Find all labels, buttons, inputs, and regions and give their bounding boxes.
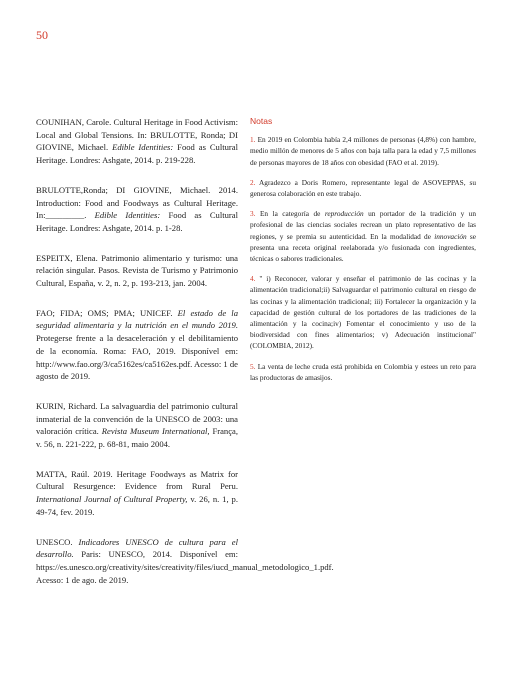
italic-text: Edible Identities: [94, 210, 161, 221]
italic-text: International Journal of Cultural Property, [36, 494, 188, 505]
text-segment: UNESCO. [36, 536, 79, 547]
text-segment: Protegerse frente a la desaceleración y el debilitamiento de la economía. Roma: FAO, 2019. Disponível em: http://www.fao.org/3/ca5162es/ca5162es.pdf. Acesso: 1 de agosto de 2019. [36, 333, 238, 382]
italic-text: Revista Museum International, [101, 426, 210, 437]
notes-title: Notas [250, 116, 273, 126]
text-segment: COUNIHAN, Carole. Cultural Heritage in Food Activism: Local and Global Tensions. In: BRULOTTE, Ronda; DI GIOVINE, Michael. [36, 117, 238, 153]
italic-text: innovación [434, 231, 467, 241]
text-segment: En 2019 en Colombia había 2,4 millones de personas (4,8%) con hambre, medio millón de menores de 5 años con baja talla para la edad y 7,5 millones de personas mayores de 18 años con obesidad (FAO et al. 2019). [250, 135, 476, 167]
text-segment: KURIN, Richard. La salvaguardia del patrimonio cultural inmaterial de la convención de la UNESCO de 2003: una valoración crítica. [36, 400, 238, 437]
reference-entry [36, 184, 238, 235]
note-item [250, 273, 476, 351]
note-item [250, 134, 476, 168]
text-segment: un portador de la tradición y un profesional de las ciencias sociales recrean un plato representativo de las regiones, y se premia su autenticidad. En la modalidad de [250, 209, 476, 241]
note-item [250, 208, 476, 264]
reference-entry [36, 252, 238, 290]
italic-text: El estado de la seguridad alimentaria y la nutrición en el mundo 2019. [36, 307, 238, 331]
note-number: 1. [250, 135, 256, 145]
note-number: 5. [250, 361, 256, 371]
note-number: 2. [250, 177, 256, 187]
note-number: 4. [250, 274, 256, 284]
text-segment: BRULOTTE,Ronda; DI GIOVINE, Michael. 2014. Introduction: Food and Foodways as Cultural Heritage. In:_________. [36, 184, 238, 221]
text-segment: La venta de leche cruda está prohibida en Colombia y estees un reto para las productoras de amasijos. [250, 361, 476, 382]
notes-list [250, 134, 476, 383]
text-segment: " i) Reconocer, valorar y enseñar el patrimonio de las cocinas y la alimentación tradicional;ii) Salvaguardar el patrimonio cultural en riesgo de las cocinas y la alimentación tradicional; iii) Fortalecer la organización y la capacidad de gestión cultural de los portadores de las tradiciones de la alimentación y la cocina;iv) Fomentar el conocimiento y uso de la biodiversidad con fines alimentarios; v) Adecuación institucional" (COLOMBIA, 2012). [250, 274, 476, 351]
reference-entry [36, 400, 238, 451]
text-segment: En la categoría de [255, 209, 325, 219]
note-item [250, 177, 476, 199]
text-segment: ESPEITX, Elena. Patrimonio alimentario y turismo: una relación singular. Pasos. Revista de Turismo y Patrimonio Cultural, España, v. 2, n. 2, p. 193-213, jan. 2004. [36, 252, 238, 289]
text-segment: se presenta una receta original reelaborada y/o fusionada con ingredientes, técnicas o sabores tradicionales. [250, 231, 476, 264]
notes-column [250, 116, 476, 392]
reference-entry [36, 468, 238, 519]
text-segment: Food as Cultural Heritage. Londres: Ashgate, 2014. p. 1-28. [36, 210, 238, 233]
italic-text: Indicadores UNESCO de cultura para el desarrollo. [36, 536, 238, 560]
text-segment: Food as Cultural Heritage. Londres: Ashgate, 2014. p. 219-228. [36, 142, 238, 166]
reference-entry [36, 116, 238, 167]
reference-entry [36, 536, 334, 587]
reference-entry [36, 307, 238, 383]
text-segment: FAO; FIDA; OMS; PMA; UNICEF. [36, 307, 178, 318]
note-item [250, 361, 476, 383]
page-number: 50 [36, 28, 48, 42]
italic-text: reproducción [324, 209, 364, 219]
note-number: 3. [250, 209, 256, 219]
text-segment: v. 26, n. 1, p. 49-74, fev. 2019. [36, 494, 238, 517]
text-segment: Paris: UNESCO, 2014. Disponível em: https://es.unesco.org/creativity/sites/creativity/files/iucd_manual_metodologico_1.pdf. Acesso: 1 de ago. de 2019. [36, 549, 334, 585]
text-segment: França, v. 56, n. 221-222, p. 68-81, maio 2004. [36, 426, 238, 450]
text-segment: MATTA, Raúl. 2019. Heritage Foodways as Matrix for Cultural Resurgence: Evidence from Rural Peru. [36, 468, 238, 492]
italic-text: Edible Identities: [112, 142, 174, 153]
text-segment: Agradezco a Doris Romero, representante legal de ASOVEPPAS, su generosa colaboración en este trabajo. [250, 177, 476, 199]
